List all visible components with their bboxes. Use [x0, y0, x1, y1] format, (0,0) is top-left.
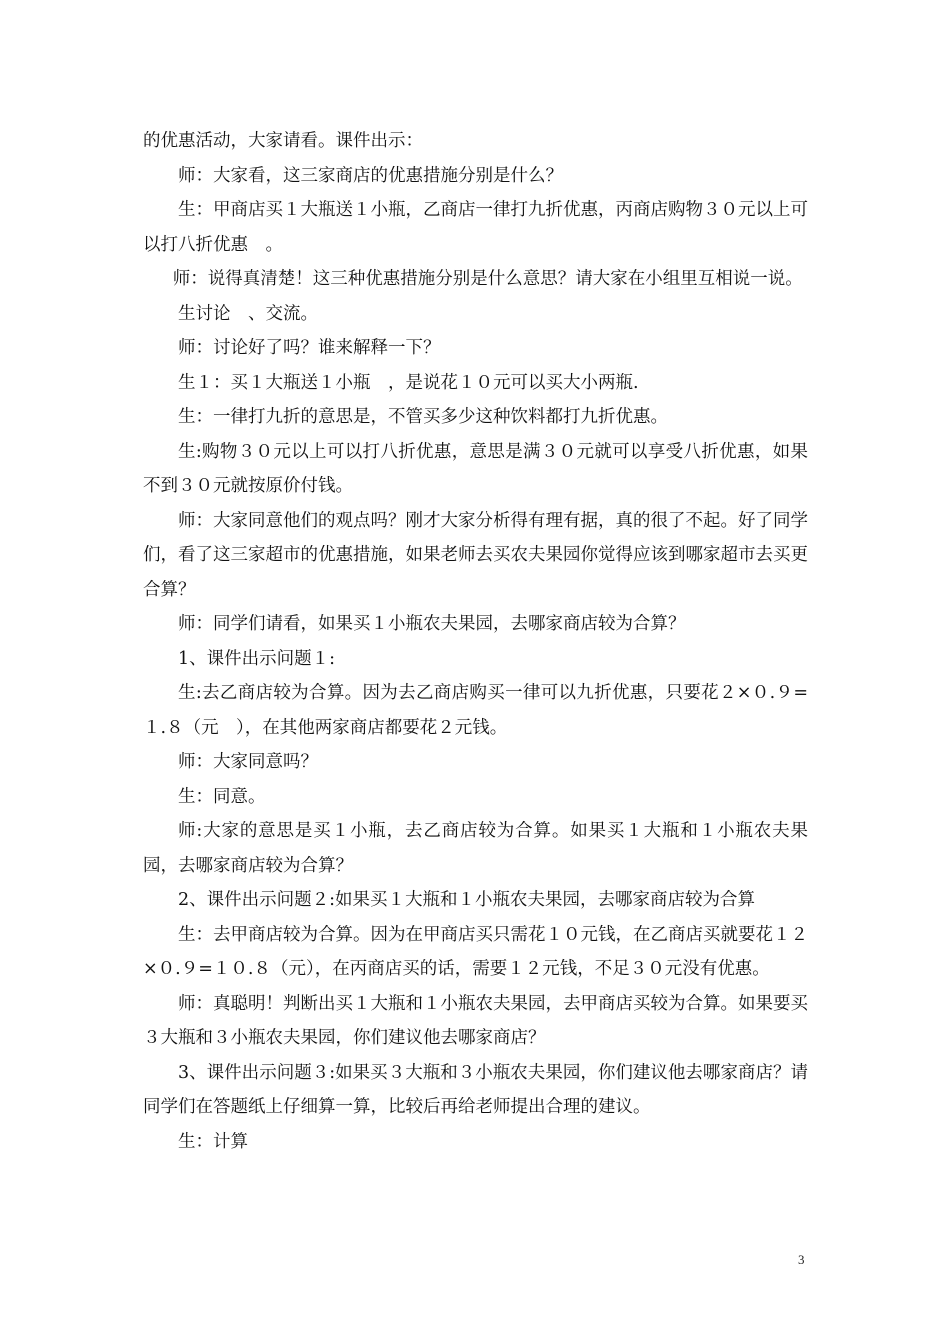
page-number: 3: [798, 1252, 805, 1267]
paragraph: 生：去甲商店较为合算。因为在甲商店买只需花１０元钱，在乙商店买就要花１２×０.９=１０.８（元），在丙商店买的话，需要１２元钱，不足３０元没有优惠。: [143, 924, 808, 979]
paragraph: 师：说得真清楚！这三种优惠措施分别是什么意思？请大家在小组里互相说一说。: [172, 269, 803, 289]
paragraph: 生：甲商店买１大瓶送１小瓶，乙商店一律打九折优惠，丙商店购物３０元以上可以打八折优惠 。: [143, 200, 808, 255]
paragraph: 生讨论 、交流。: [178, 303, 318, 324]
paragraph: 师：大家同意他们的观点吗？刚才大家分析得有理有据，真的很了不起。好了同学们，看了这三家超市的优惠措施，如果老师去买农夫果园你觉得应该到哪家超市去买更合算？: [143, 510, 808, 600]
paragraph: 1、课件出示问题１:: [178, 648, 336, 669]
paragraph: 师：真聪明！判断出买１大瓶和１小瓶农夫果园，去甲商店买较为合算。如果要买３大瓶和３小瓶农夫果园，你们建议他去哪家商店？: [143, 993, 808, 1048]
paragraph: 师:大家的意思是买１小瓶，去乙商店较为合算。如果买１大瓶和１小瓶农夫果园，去哪家商店较为合算？: [143, 821, 808, 876]
paragraph: 生：一律打九折的意思是，不管买多少这种饮料都打九折优惠。: [178, 407, 668, 427]
document-body: [143, 124, 826, 1159]
paragraph: 2、课件出示问题２:如果买１大瓶和１小瓶农夫果园，去哪家商店较为合算: [178, 890, 756, 910]
paragraph: 师：讨论好了吗？谁来解释一下？: [178, 338, 441, 358]
paragraph: 生：计算: [178, 1131, 248, 1152]
paragraph: 生:去乙商店较为合算。因为去乙商店购买一律可以九折优惠，只要花２×０.９= １.８（元 ），在其他两家商店都要花２元钱。: [143, 683, 826, 738]
paragraph: 师：大家同意吗？: [178, 752, 318, 772]
paragraph: 生１：买１大瓶送１小瓶 ，是说花１０元可以买大小两瓶.: [178, 372, 639, 393]
paragraph: 师：大家看，这三家商店的优惠措施分别是什么？: [178, 165, 563, 186]
paragraph: 生：同意。: [178, 786, 266, 807]
paragraph: 3、课件出示问题３:如果买３大瓶和３小瓶农夫果园，你们建议他去哪家商店？请同学们在答题纸上仔细算一算，比较后再给老师提出合理的建议。: [143, 1062, 808, 1117]
paragraph: 的优惠活动，大家请看。课件出示：: [143, 131, 423, 151]
paragraph: 生:购物３０元以上可以打八折优惠，意思是满３０元就可以享受八折优惠，如果不到３０元就按原价付钱。: [143, 441, 808, 496]
paragraph: 师：同学们请看，如果买１小瓶农夫果园，去哪家商店较为合算？: [178, 614, 686, 634]
